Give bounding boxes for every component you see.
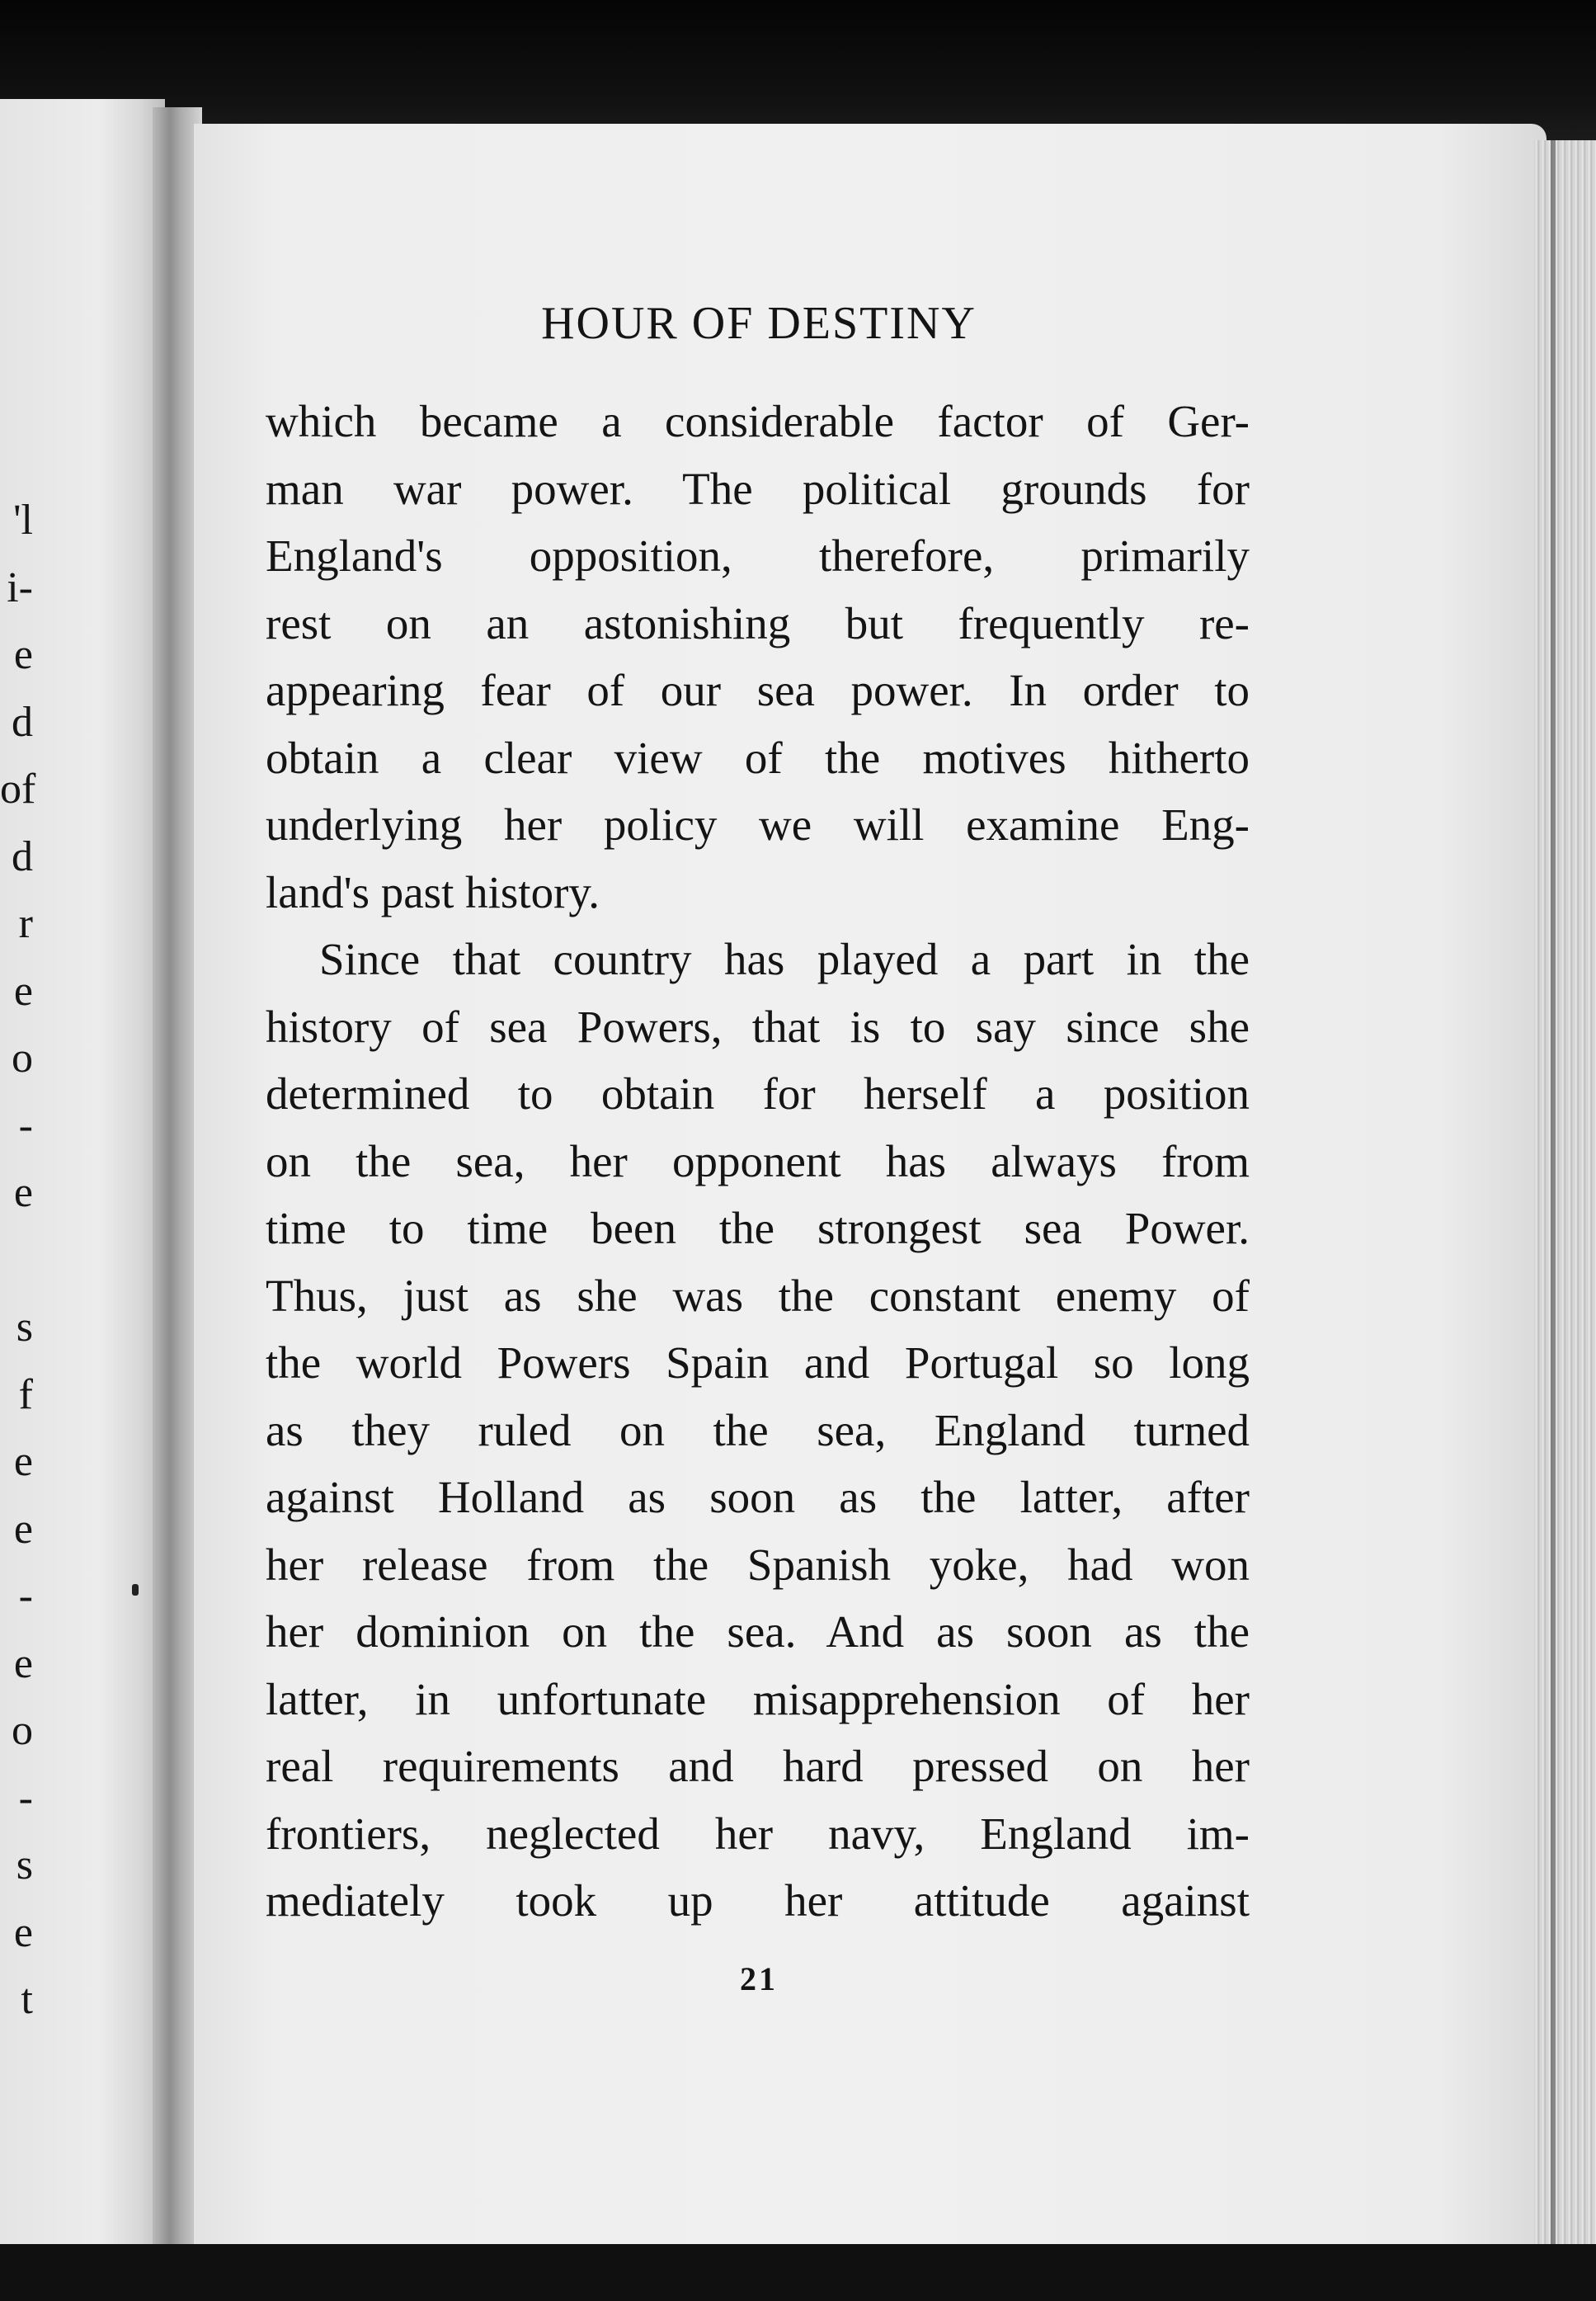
fragment: s — [16, 1841, 33, 1888]
text-line: determined to obtain for herself a position — [266, 1068, 1250, 1119]
page-stack-edge — [1534, 140, 1596, 2301]
facing-page-edge — [0, 99, 165, 2244]
text-line: frontiers, neglected her navy, England im- — [266, 1808, 1250, 1859]
text-line: history of sea Powers, that is to say since she — [266, 1001, 1250, 1052]
page-edge-shadow — [1551, 140, 1556, 2301]
text-line: on the sea, her opponent has always from — [266, 1135, 1250, 1186]
fragment: d — [12, 832, 33, 880]
fragment: o — [12, 1035, 33, 1082]
text-line: her release from the Spanish yoke, had won — [266, 1539, 1250, 1590]
fragment: i- — [7, 563, 33, 611]
text-line: rest on an astonishing but frequently re- — [266, 597, 1250, 648]
background-bottom — [0, 2244, 1596, 2301]
fragment: of — [0, 766, 36, 813]
fragment: o — [12, 1707, 33, 1754]
text-line: time to time been the strongest sea Power. — [266, 1203, 1250, 1253]
ink-speck — [132, 1584, 139, 1596]
text-line: underlying her policy we will examine Eng- — [266, 799, 1250, 850]
text-line: appearing fear of our sea power. In order to — [266, 665, 1250, 715]
text-line: England's opposition, therefore, primarily — [266, 530, 1250, 581]
text-line: Thus, just as she was the constant enemy of — [266, 1270, 1250, 1321]
page-number: 21 — [740, 1960, 778, 1997]
fragment: f — [18, 1370, 33, 1418]
fragment: e — [13, 1505, 33, 1553]
running-head: HOUR OF DESTINY — [541, 298, 977, 349]
fragment: e — [13, 1908, 33, 1956]
fragment — [0, 1227, 33, 1294]
text-line: the world Powers Spain and Portugal so long — [266, 1337, 1250, 1388]
fragment: e — [13, 1438, 33, 1485]
text-line: man war power. The political grounds for — [266, 463, 1250, 514]
text-line: obtain a clear view of the motives hitherto — [266, 732, 1250, 783]
text-line: mediately took up her attitude against — [266, 1875, 1250, 1926]
text-line: real requirements and hard pressed on her — [266, 1741, 1250, 1791]
background-top — [0, 0, 1596, 140]
fragment: d — [12, 698, 33, 746]
text-line: which became a considerable factor of Ger- — [266, 396, 1250, 446]
text-line: latter, in unfortunate misapprehension of her — [266, 1673, 1250, 1724]
text-line: her dominion on the sea. And as soon as the — [266, 1606, 1250, 1657]
text-line: against Holland as soon as the latter, after — [266, 1472, 1250, 1522]
body-text — [266, 388, 1250, 1935]
fragment: - — [18, 1573, 33, 1620]
facing-page-fragments — [0, 487, 36, 2034]
fragment: r — [18, 900, 33, 947]
fragment: e — [13, 967, 33, 1015]
fragment: e — [13, 1639, 33, 1687]
text-line: Since that country has played a part in the — [319, 934, 1250, 984]
text-line: land's past history. — [266, 866, 600, 917]
fragment: e — [13, 631, 33, 678]
fragment: t — [21, 1976, 33, 2023]
fragment: - — [18, 1101, 33, 1149]
fragment: s — [16, 1304, 33, 1351]
text-line: as they ruled on the sea, England turned — [266, 1404, 1250, 1455]
fragment: e — [13, 1169, 33, 1216]
fragment: - — [18, 1774, 33, 1822]
fragment: 'l — [13, 497, 33, 544]
